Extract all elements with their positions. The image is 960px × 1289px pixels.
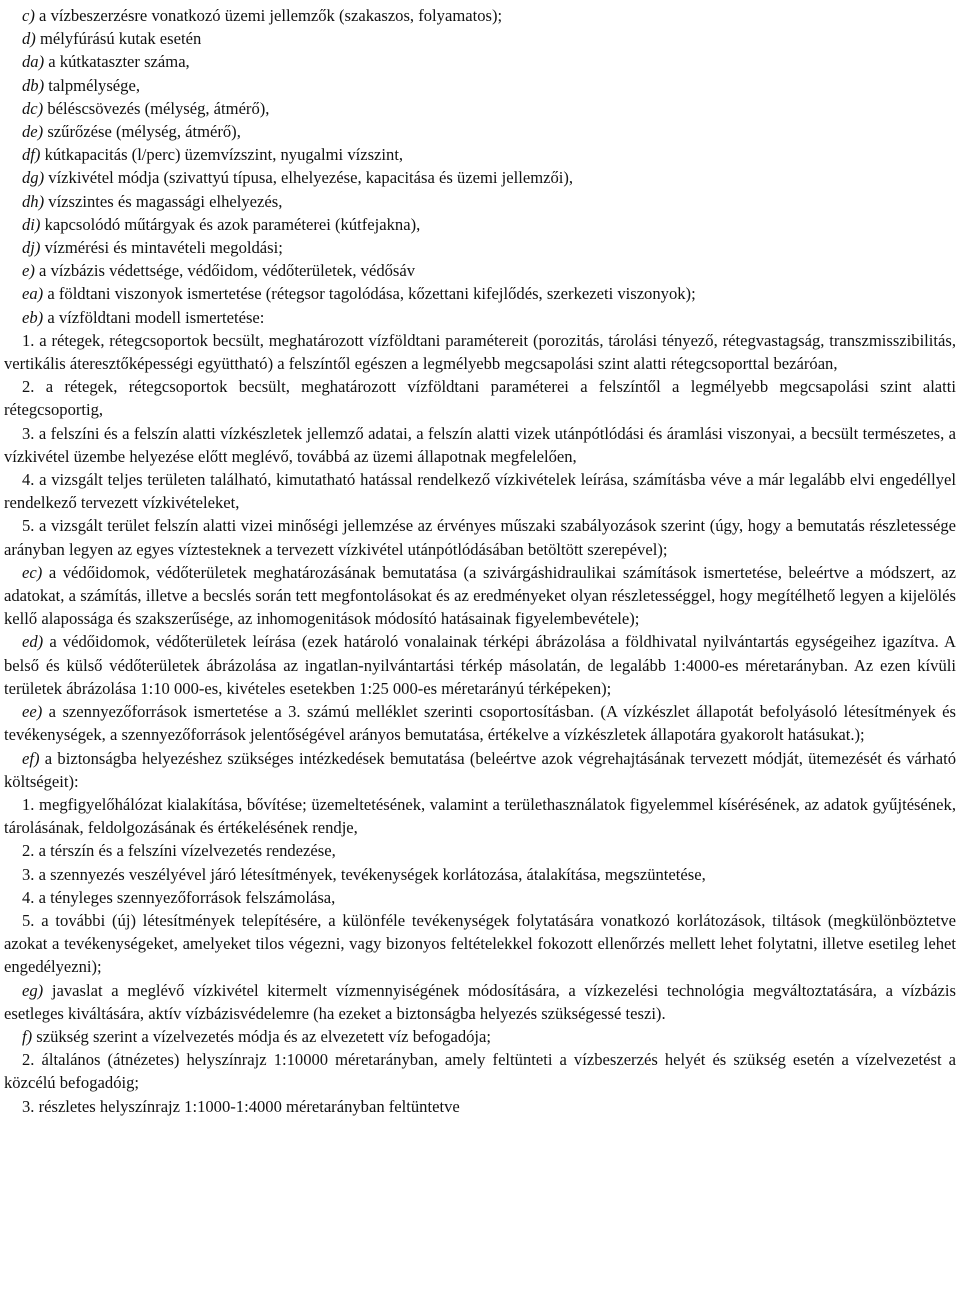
- paragraph-ef: [4, 747, 956, 793]
- paragraph-text: a védőidomok, védőterületek meghatározásának bemutatása (a szivárgáshidraulikai számítások ismertetése, beleértve a módszert, az adatokat, a számítás, illetve a becslés során tett megfontolásokat és az eredményeket olyan részletességgel, hogy megítélhető legyen a kijelölés kellő alapossága és szakszerűsége, az inhomogenitások módosító hatásainak figyelembevétele);: [4, 562, 956, 629]
- item-dg: [4, 166, 956, 189]
- item-di: [4, 213, 956, 236]
- paragraph-ec: [4, 561, 956, 631]
- paragraph-label: ee): [22, 702, 43, 722]
- paragraph-ef-3: [4, 863, 956, 886]
- item-db: [4, 74, 956, 97]
- paragraph-label: ec): [22, 562, 43, 582]
- paragraph-ed: [4, 630, 956, 700]
- paragraph-text: 2. a térszín és a felszíni vízelvezetés rendezése,: [22, 841, 336, 861]
- item-text: mélyfúrású kutak esetén: [35, 29, 202, 49]
- paragraph-text: a szennyezőforrások ismertetése a 3. számú melléklet szerinti csoportosításban. (A vízkészlet állapotát befolyásoló létesítmények és tevékenységek, a szennyezőforrások jelentőségével arányos bemutatása, értékelve a vízkészletek állapotára gyakorolt hatásukat.);: [4, 702, 956, 745]
- paragraph-ee: [4, 700, 956, 746]
- item-da: [4, 50, 956, 73]
- item-text: kútkapacitás (l/perc) üzemvízszint, nyugalmi vízszint,: [40, 145, 404, 165]
- paragraph-text: a biztonságba helyezéshez szükséges intézkedések bemutatása (beleértve azok végrehajtásának tervezett módját, ütemezését és várható költségeit):: [4, 748, 956, 791]
- paragraph-text: 5. a további (új) létesítmények telepítésére, a különféle tevékenységek folytatására vonatkozó korlátozások, tiltások (megkülönböztetve azokat a tevékenységeket, amelyeket tilos végezni, vagy bizonyos feltételekkel fokozott ellenőrzés mellett lehet folytatni, illetve esetileg lehet engedélyezni);: [4, 910, 956, 977]
- item-text: talpmélysége,: [44, 75, 140, 95]
- item-text: vízszintes és magassági elhelyezés,: [44, 191, 283, 211]
- paragraph-eb-1: [4, 329, 956, 375]
- item-label: db): [22, 75, 45, 95]
- paragraph-ef-5: [4, 909, 956, 979]
- item-eb: [4, 306, 956, 329]
- paragraph-2: [4, 1048, 956, 1094]
- item-de: [4, 120, 956, 143]
- paragraph-text: javaslat a meglévő vízkivétel kitermelt vízmennyiségének módosítására, a vízkezelési technológia megváltoztatására, a vízbázis esetleges kiváltására, aktív vízbázisvédelemre (ha ezeket a biztonságba helyezés szükségessé teszi).: [4, 980, 956, 1023]
- paragraph-label: ed): [22, 632, 44, 652]
- item-text: vízmérési és mintavételi megoldási;: [40, 238, 283, 258]
- item-label: dj): [22, 238, 41, 258]
- paragraph-text: 4. a vizsgált teljes területen található, kimutatható hatással rendelkező vízkivételek leírása, számításba véve a már legalább elvi engedéllyel rendelkező tervezett vízkivételeket,: [4, 470, 956, 513]
- item-label: da): [22, 52, 45, 72]
- paragraph-eb-3: [4, 422, 956, 468]
- item-label: eb): [22, 307, 44, 327]
- paragraph-text: 3. a szennyezés veszélyével járó létesítmények, tevékenységek korlátozása, átalakítása, megszüntetése,: [22, 864, 706, 884]
- item-label: df): [22, 145, 41, 165]
- item-text: a vízbázis védettsége, védőidom, védőterületek, védősáv: [34, 261, 416, 281]
- item-label: c): [22, 6, 35, 25]
- item-e: [4, 259, 956, 282]
- item-text: a kútkataszter száma,: [44, 52, 190, 72]
- paragraph-text: 4. a tényleges szennyezőforrások felszámolása,: [22, 887, 336, 907]
- item-dc: [4, 97, 956, 120]
- paragraph-text: szükség szerint a vízelvezetés módja és az elvezetett víz befogadója;: [32, 1026, 492, 1046]
- item-label: dg): [22, 168, 45, 188]
- item-d: [4, 27, 956, 50]
- item-text: béléscsövezés (mélység, átmérő),: [43, 98, 270, 118]
- item-df: [4, 143, 956, 166]
- paragraph-label: ef): [22, 748, 40, 768]
- paragraph-text: 2. a rétegek, rétegcsoportok becsült, meghatározott vízföldtani paraméterei a felszíntől a legmélyebb megcsapolási szint alatti rétegcsoportig,: [4, 377, 956, 420]
- item-label: dh): [22, 191, 45, 211]
- item-label: di): [22, 214, 41, 234]
- paragraph-eg: [4, 979, 956, 1025]
- paragraph-text: 1. a rétegek, rétegcsoportok becsült, meghatározott vízföldtani paramétereit (porozitás, tárolási tényező, rétegvastagság, transzmisszibilitás, vertikális áteresztőképességi együttható) a felszíntől egészen a legmélyebb megcsapolási szint alatti rétegcsoporttal bezáróan,: [4, 330, 956, 374]
- paragraph-text: a védőidomok, védőterületek leírása (ezek határoló vonalainak térképi ábrázolása a földhivatal nyilvántartás egységeihez igazítva. A belső és külső védőterületek ábrázolása az ingatlan-nyilvántartási térkép másolatán, de legalább 1:4000-es méretarányban. Az ezen kívüli területek ábrázolása 1:10 000-es, kivételes esetekben 1:25 000-es méretarányú térképeken);: [4, 632, 956, 698]
- paragraph-label: f): [22, 1026, 33, 1046]
- item-label: de): [22, 122, 44, 142]
- paragraph-text: 3. a felszíni és a felszín alatti vízkészletek jellemző adatai, a felszín alatti vizek utánpótlódási és áramlási viszonyai, a becsült természetes, a vízkivétel üzembe helyezése előtt meglévő, továbbá az üzemi állapotnak megfelelően,: [4, 423, 956, 466]
- item-dj: [4, 236, 956, 259]
- paragraph-ef-1: [4, 793, 956, 839]
- item-dh: [4, 190, 956, 213]
- item-text: kapcsolódó műtárgyak és azok paraméterei (kútfejakna),: [40, 214, 421, 234]
- paragraph-text: 3. részletes helyszínrajz 1:1000-1:4000 méretarányban feltüntetve: [22, 1096, 460, 1116]
- item-ea: [4, 282, 956, 305]
- item-label: ea): [22, 284, 44, 304]
- item-text: a vízbeszerzésre vonatkozó üzemi jellemzők (szakaszos, folyamatos);: [34, 6, 503, 25]
- item-label: d): [22, 29, 36, 49]
- paragraph-text: 5. a vizsgált terület felszín alatti vizei minőségi jellemzése az érvényes műszaki szabályozások szerint (úgy, hogy a bemutatás részletessége arányban legyen az egyes víztesteknek a tervezett vízkivétel utánpótlódásában betöltött szerepével);: [4, 516, 956, 559]
- item-text: a földtani viszonyok ismertetése (rétegsor tagolódása, kőzettani kifejlődés, szerkezeti viszonyok);: [43, 284, 696, 304]
- item-text: vízkivétel módja (szivattyú típusa, elhelyezése, kapacitása és üzemi jellemzői),: [44, 168, 574, 188]
- item-text: a vízföldtani modell ismertetése:: [43, 307, 265, 327]
- paragraph-3: [4, 1095, 956, 1118]
- paragraph-label: eg): [22, 980, 44, 1000]
- paragraph-eb-5: [4, 514, 956, 560]
- item-label: e): [22, 261, 35, 281]
- item-label: dc): [22, 98, 44, 118]
- paragraph-ef-2: [4, 839, 956, 862]
- paragraph-text: 1. megfigyelőhálózat kialakítása, bővítése; üzemeltetésének, valamint a területhasználatok figyelemmel kísérésének, az adatok gyűjtésének, tárolásának, feldolgozásának és értékelésének rendje,: [4, 794, 956, 838]
- paragraph-text: 2. általános (átnézetes) helyszínrajz 1:10000 méretarányban, amely feltünteti a vízbeszerzés helyét és szükség esetén a vízelvezetést a közcélú befogadóig;: [4, 1050, 956, 1093]
- paragraph-f: [4, 1025, 956, 1048]
- item-text: szűrőzése (mélység, átmérő),: [43, 122, 241, 142]
- paragraph-eb-2: [4, 375, 956, 421]
- paragraph-eb-4: [4, 468, 956, 514]
- item-c: [4, 4, 956, 27]
- paragraph-ef-4: [4, 886, 956, 909]
